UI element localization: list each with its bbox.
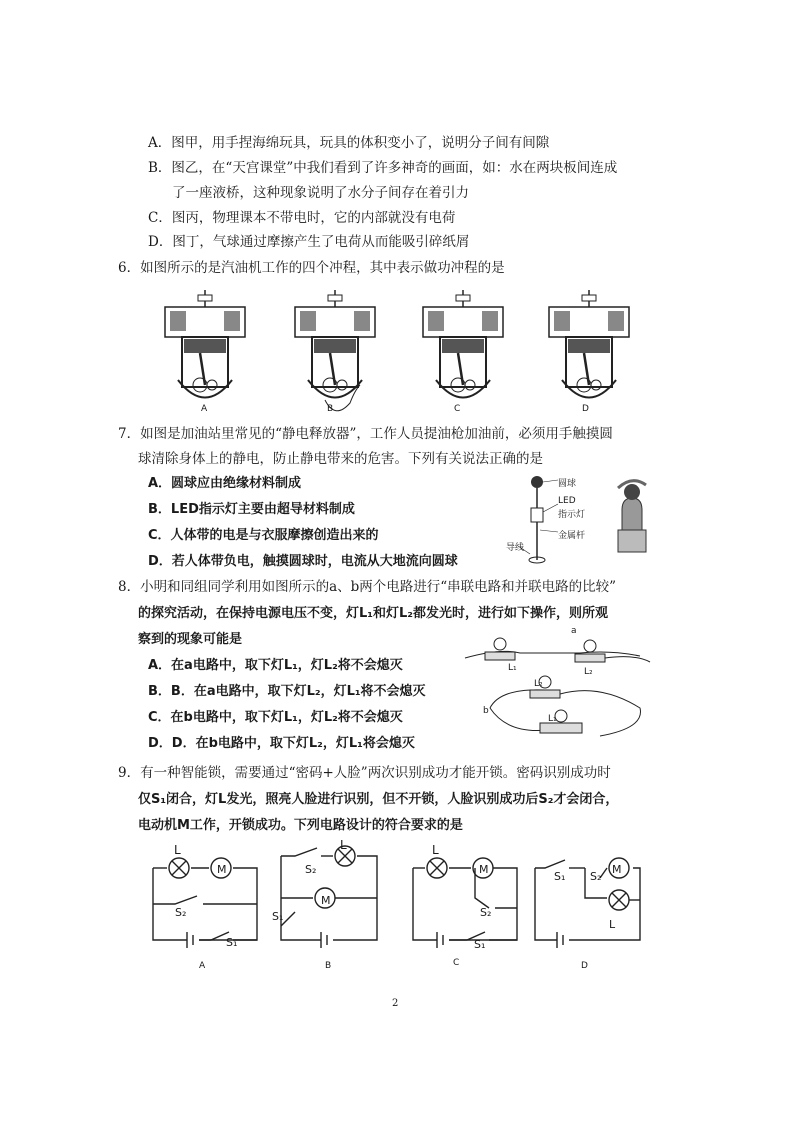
smart-lock-circuits-figure	[145, 838, 650, 958]
q7-fig-led-label: LED	[558, 496, 576, 506]
q5-option-a: A．图甲，用手捏海绵玩具，玩具的体积变小了，说明分子间有间隙	[148, 135, 550, 151]
q8-stem-line1: 8．小明和同组同学利用如图所示的a、b两个电路进行“串联电路和并联电路的比较”	[118, 579, 617, 595]
q6-label-d: D	[582, 404, 589, 414]
q7-stem-line2: 球清除身体上的静电，防止静电带来的危害。下列有关说法正确的是	[138, 451, 543, 467]
q9-b-lamp-label: L	[340, 838, 347, 852]
q9-d-s1-label: S₁	[554, 870, 566, 883]
q6-label-b: B	[327, 404, 334, 414]
q5-option-b-line2: 了一座液桥，这种现象说明了水分子间存在着引力	[172, 185, 469, 201]
q9-label-c: C	[453, 958, 460, 968]
q9-a-lamp-label: L	[174, 843, 181, 857]
q8-fig-a-label: a	[571, 626, 577, 636]
q9-d-motor-label: M	[612, 863, 622, 876]
q8-option-d: D．D．在b电路中，取下灯L₂，灯L₁将会熄灭	[148, 736, 415, 751]
q8-fig-l1b-label: L₁	[548, 714, 557, 724]
q7-fig-indicator-label: 指示灯	[558, 510, 586, 520]
q7-fig-rod-label: 金属杆	[558, 531, 586, 541]
q8-option-c: C．在b电路中，取下灯L₁，灯L₂将不会熄灭	[148, 710, 403, 725]
q9-b-s2-label: S₂	[305, 863, 317, 876]
q9-b-s1-label: S₁	[272, 910, 284, 923]
q6-label-c: C	[454, 404, 461, 414]
q5-option-d: D．图丁，气球通过摩擦产生了电荷从而能吸引碎纸屑	[148, 234, 470, 250]
q9-c-motor-label: M	[479, 863, 489, 876]
q9-a-motor-label: M	[217, 863, 227, 876]
q9-b-motor-label: M	[321, 894, 331, 907]
q9-d-lamp-label: L	[609, 918, 616, 931]
q9-a-s2-label: S₂	[175, 906, 187, 919]
q7-fig-ball-label: 圆球	[558, 479, 577, 489]
q9-c-s1-label: S₁	[474, 938, 486, 951]
q7-fig-wire-label: 导线	[506, 543, 525, 553]
q9-c-s2-label: S₂	[480, 906, 492, 919]
engine-strokes-figure	[150, 285, 650, 420]
q9-d-s2-label: S₂	[590, 870, 602, 883]
q9-a-s1-label: S₁	[226, 936, 238, 949]
q8-fig-l1-label: L₁	[508, 663, 517, 673]
q7-stem-line1: 7．如图是加油站里常见的“静电释放器”，工作人员提油枪加油前，必须用手触摸圆	[118, 426, 613, 442]
q9-label-d: D	[581, 961, 588, 971]
q9-c-lamp-label: L	[432, 843, 439, 857]
page-number: 2	[392, 998, 399, 1009]
q8-stem-line3: 察到的现象可能是	[138, 632, 243, 647]
q9-label-b: B	[325, 961, 332, 971]
q7-option-d: D．若人体带负电，触摸圆球时，电流从大地流向圆球	[148, 554, 458, 569]
q5-option-b-line1: B．图乙，在“天宫课堂”中我们看到了许多神奇的画面，如：水在两块板间连成	[148, 160, 618, 176]
q9-label-a: A	[199, 961, 206, 971]
q7-option-a: A．圆球应由绝缘材料制成	[148, 476, 302, 491]
q9-stem-line1: 9．有一种智能锁，需要通过“密码+人脸”两次识别成功才能开锁。密码识别成功时	[118, 765, 611, 781]
series-parallel-circuits-figure	[460, 628, 660, 748]
q6-label-a: A	[201, 404, 208, 414]
q8-fig-l2b-label: L₂	[534, 679, 543, 689]
q9-stem-line3: 电动机M工作，开锁成功。下列电路设计的符合要求的是	[138, 818, 463, 833]
q9-stem-line2: 仅S₁闭合，灯L发光，照亮人脸进行识别，但不开锁，人脸识别成功后S₂才会闭合，	[138, 792, 619, 807]
q8-fig-b-label: b	[483, 706, 489, 716]
q8-fig-l2-label: L₂	[584, 667, 593, 677]
q7-option-b: B．LED指示灯主要由超导材料制成	[148, 502, 355, 517]
q8-option-a: A．在a电路中，取下灯L₁，灯L₂将不会熄灭	[148, 658, 403, 673]
q6-stem: 6．如图所示的是汽油机工作的四个冲程，其中表示做功冲程的是	[118, 260, 505, 276]
q7-option-c: C．人体带的电是与衣服摩擦创造出来的	[148, 528, 379, 543]
static-discharger-figure	[500, 470, 670, 570]
q8-stem-line2: 的探究活动，在保持电源电压不变，灯L₁和灯L₂都发光时，进行如下操作，则所观	[138, 606, 608, 621]
q5-option-c: C．图丙，物理课本不带电时，它的内部就没有电荷	[148, 210, 456, 226]
q8-option-b: B．B．在a电路中，取下灯L₂，灯L₁将不会熄灭	[148, 684, 426, 699]
